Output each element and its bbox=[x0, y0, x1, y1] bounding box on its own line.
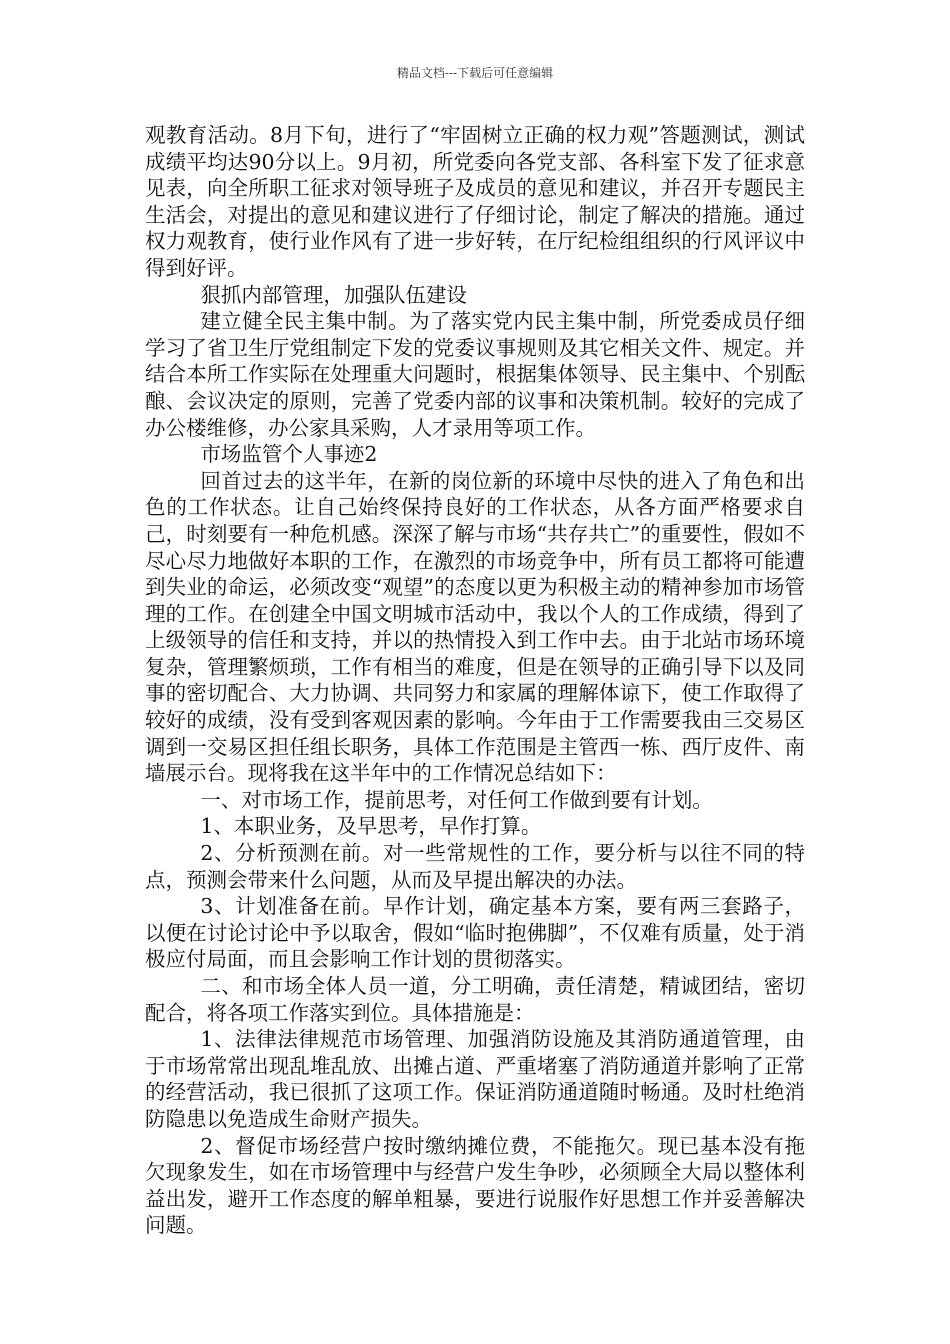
paragraph-3: 建立健全民主集中制。为了落实党内民主集中制，所党委成员仔细学习了省卫生厅党组制定下发的党委议事规则及其它相关文件、规定。并结合本所工作实际在处理重大问题时，根据集体领导、民主集中、个别酝酿、会议决定的原则，完善了党委内部的议事和决策机制。较好的完成了办公楼维修，办公家具采购，人才录用等项工作。 bbox=[145, 309, 805, 440]
paragraph-9: 3、计划准备在前。早作计划，确定基本方案，要有两三套路子，以便在讨论讨论中予以取舍，假如“临时抱佛脚”，不仅难有质量，处于消极应付局面，而且会影响工作计划的贯彻落实。 bbox=[145, 894, 805, 972]
paragraph-6: 一、对市场工作，提前思考，对任何工作做到要有计划。 bbox=[200, 787, 713, 812]
paragraph-12: 2、督促市场经营户按时缴纳摊位费，不能拖欠。现已基本没有拖欠现象发生，如在市场管理中与经营户发生争吵，必须顾全大局以整体利益出发，避开工作态度的解单粗暴，要进行说服作好思想工作并妥善解决问题。 bbox=[145, 1133, 805, 1238]
paragraph-11: 1、法律法律规范市场管理、加强消防设施及其消防通道管理，由于市场常常出现乱堆乱放、出摊占道、严重堵塞了消防通道并影响了正常的经营活动，我已很抓了这项工作。保证消防通道随时畅通。及时杜绝消防隐患以免造成生命财产损失。 bbox=[145, 1027, 805, 1131]
document-body bbox=[145, 122, 805, 1239]
paragraph-5: 回首过去的这半年，在新的岗位新的环境中尽快的进入了角色和出色的工作状态。让自己始终保持良好的工作状态，从各方面严格要求自己，时刻要有一种危机感。深深了解与市场“共存共亡”的重要性，假如不尽心尽力地做好本职的工作，在激烈的市场竞争中，所有员工都将可能遭到失业的命运，必须改变“观望”的态度以更为积极主动的精神参加市场管理的工作。在创建全中国文明城市活动中，我以个人的工作成绩，得到了上级领导的信任和支持，并以的热情投入到工作中去。由于北站市场环境复杂，管理繁烦琐，工作有相当的难度，但是在领导的正确引导下以及同事的密切配合、大力协调、共同努力和家属的理解体谅下，使工作取得了较好的成绩，没有受到客观因素的影响。今年由于工作需要我由三交易区调到一交易区担任组长职务，具体工作范围是主管西一栋、西厅皮件、南墙展示台。现将我在这半年中的工作情况总结如下： bbox=[145, 468, 805, 786]
paragraph-10: 二、和市场全体人员一道，分工明确，责任清楚，精诚团结，密切配合，将各项工作落实到位。具体措施是： bbox=[145, 974, 805, 1025]
page-header: 精品文档---下载后可任意编辑 bbox=[396, 66, 554, 80]
paragraph-heading-internal-management: 狠抓内部管理，加强队伍建设 bbox=[200, 282, 467, 307]
paragraph-heading-section-2: 市场监管个人事迹2 bbox=[200, 442, 378, 467]
paragraph-7: 1、本职业务，及早思考，早作打算。 bbox=[200, 814, 542, 839]
paragraph-8: 2、分析预测在前。对一些常规性的工作，要分析与以往不同的特点，预测会带来什么问题，从而及早提出解决的办法。 bbox=[145, 841, 805, 892]
paragraph-1: 观教育活动。8月下旬，进行了“牢固树立正确的权力观”答题测试，测试成绩平均达90分以上。9月初，所党委向各党支部、各科室下发了征求意见表，向全所职工征求对领导班子及成员的意见和建议，并召开专题民主生活会，对提出的意见和建议进行了仔细讨论，制定了解决的措施。通过权力观教育，使行业作风有了进一步好转，在厅纪检组组织的行风评议中得到好评。 bbox=[145, 123, 805, 280]
